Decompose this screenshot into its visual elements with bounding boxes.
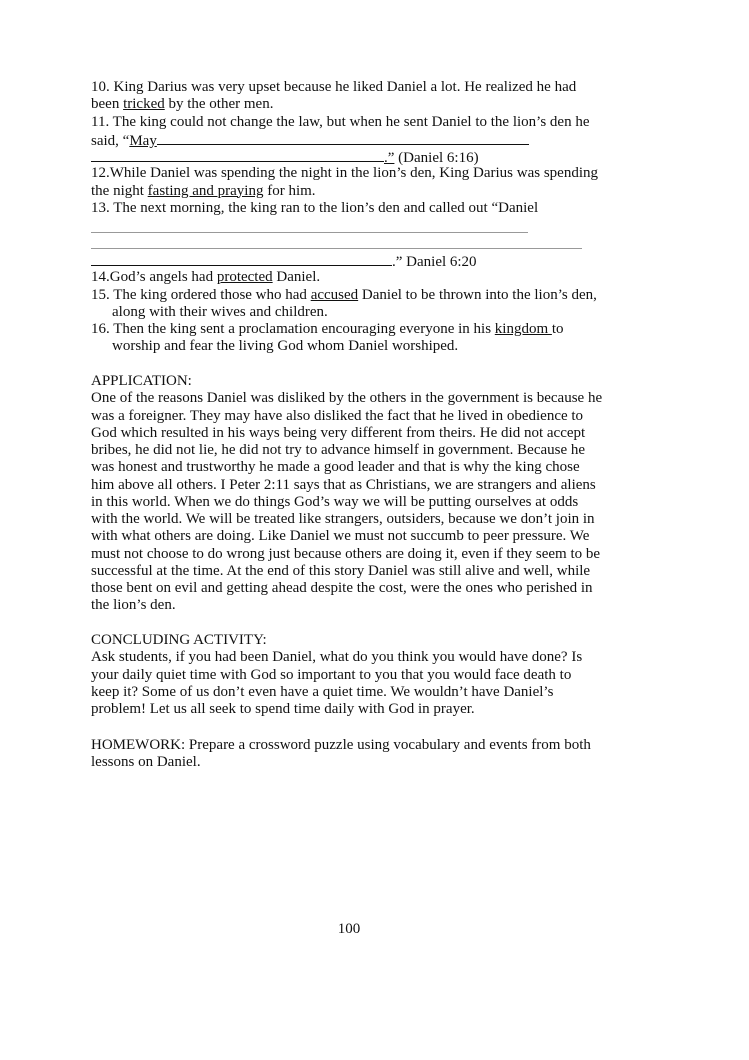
paragraph-line: lessons on Daniel. [91, 754, 201, 771]
item-16 [91, 321, 611, 338]
paragraph-line: with the world. We will be treated like strangers, outsiders, because we don’t join in [91, 511, 595, 527]
answer-line [91, 232, 528, 233]
item-15-cont: along with their wives and children. [112, 303, 328, 320]
text: said, “ [91, 132, 130, 149]
item-11 [91, 114, 611, 131]
item-14 [91, 269, 611, 286]
section-heading: APPLICATION: [91, 373, 192, 389]
paragraph-line: bribes, he did not lie, he did not try to advance himself in government. Because he [91, 442, 586, 458]
answer: May [129, 132, 157, 149]
text: 13. The next morning, the king ran to the lion’s den and called out “Daniel [91, 199, 539, 216]
item-10-cont [91, 96, 611, 113]
item-15 [91, 287, 611, 304]
paragraph-line: Ask students, if you had been Daniel, what do you think you would have done? Is [91, 649, 583, 666]
text: 11. The king could not change the law, but when he sent Daniel to the lion’s den he [91, 113, 590, 130]
answer-blank [157, 131, 529, 145]
paragraph-line: God which resulted in his ways being very different from theirs. He did not accept [91, 424, 586, 441]
paragraph-line: was a foreigner. They may have also disliked the fact that he lived in obedience to [91, 407, 584, 424]
answer: kingdom [494, 321, 552, 337]
text: .” [384, 150, 395, 166]
paragraph-line: successful at the time. At the end of this story Daniel was still alive and well, while [91, 562, 591, 579]
paragraph-line: must not choose to do wrong just because others are doing it, even if they seem to be [91, 545, 601, 562]
item-10 [91, 79, 611, 96]
paragraph-line: the lion’s den. [91, 597, 176, 614]
item-13 [91, 200, 611, 217]
text: the night [91, 182, 148, 199]
answer-blank [91, 148, 384, 162]
paragraph-line: him above all others. I Peter 2:11 says that as Christians, we are strangers and aliens [91, 476, 596, 493]
text: 15. The king ordered those who had [91, 286, 311, 303]
question-list [91, 79, 611, 356]
paragraph-line: problem! Let us all seek to spend time daily with God in prayer. [91, 701, 475, 717]
item-12-cont [91, 183, 611, 200]
text: Daniel to be thrown into the lion’s den, [358, 286, 597, 303]
paragraph-line: in this world. When we do things God’s way we will be putting ourselves at odds [91, 493, 579, 510]
reference: .” Daniel 6:20 [392, 254, 477, 270]
text: been [91, 96, 124, 113]
text: to [551, 321, 564, 337]
item-12 [91, 165, 611, 182]
paragraph-line: was honest and trustworthy he made a good leader and that is why the king chose [91, 459, 580, 476]
text: by the other men. [164, 96, 274, 113]
concluding-section [91, 632, 611, 718]
paragraph-line: your daily quiet time with God so important to you that you would face death to [91, 666, 572, 683]
text: 16. Then the king sent a proclamation encouraging everyone in his [91, 321, 495, 337]
homework-section [91, 737, 611, 772]
text: 10. King Darius was very upset because he liked Daniel a lot. He realized he had [91, 79, 577, 95]
text: for him. [263, 182, 316, 199]
application-section [91, 373, 611, 615]
paragraph-line: keep it? Some of us don’t even have a quiet time. We wouldn’t have Daniel’s [91, 683, 554, 700]
paragraph-line: those bent on evil and getting ahead despite the cost, were the ones who perished in [91, 580, 593, 596]
paragraph-line: HOMEWORK: Prepare a crossword puzzle using vocabulary and events from both [91, 737, 591, 753]
answer: protected [216, 269, 273, 286]
item-11-end [91, 148, 611, 165]
item-16-cont: worship and fear the living God whom Daniel worshiped. [112, 338, 459, 355]
answer: fasting and praying [147, 182, 264, 199]
answer-blank [91, 252, 392, 266]
item-13-end [91, 252, 611, 269]
reference: (Daniel 6:16) [394, 150, 479, 166]
answer: accused [310, 286, 359, 303]
answer: tricked [123, 96, 165, 113]
section-heading: CONCLUDING ACTIVITY: [91, 632, 267, 648]
text: 14.God’s angels had [91, 269, 217, 286]
text: Daniel. [272, 269, 321, 286]
answer-line [91, 248, 582, 249]
text: 12.While Daniel was spending the night in the lion’s den, King Darius was spending [91, 165, 599, 182]
paragraph-line: One of the reasons Daniel was disliked by the others in the government is because he [91, 390, 603, 407]
paragraph-line: with what others are doing. Like Daniel we must not succumb to peer pressure. We [91, 528, 590, 545]
item-11-cont [91, 131, 611, 148]
page-number: 100 [337, 921, 361, 937]
